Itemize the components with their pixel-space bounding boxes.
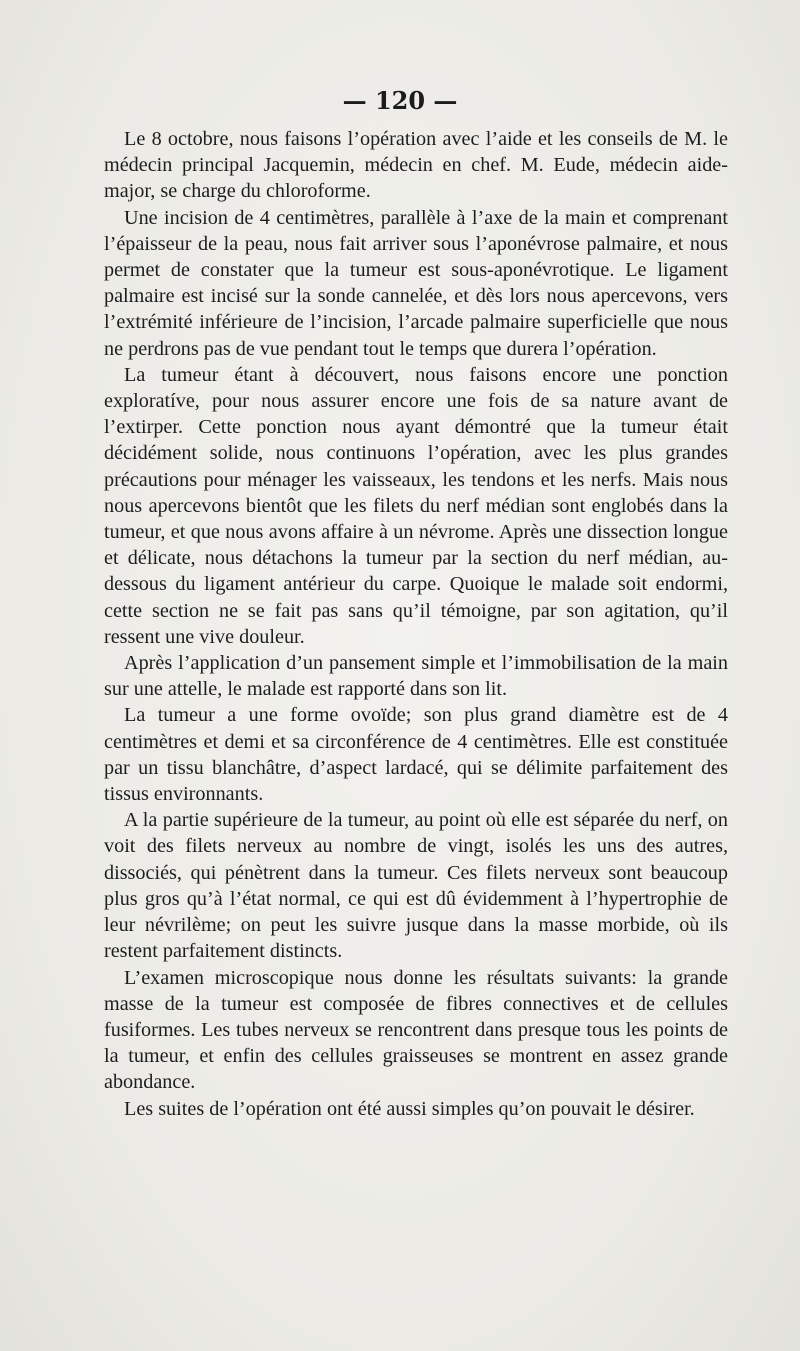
page-number: — 120 —	[342, 86, 458, 115]
paragraph: Après l’application d’un pansement simple et l’immobilisation de la main sur une attelle, le malade est rapporté dans son lit.	[104, 652, 728, 701]
paragraph: L’examen microscopique nous donne les résultats suivants: la grande masse de la tumeur est composée de fibres connectives et de cellules fusiformes. Les tubes nerveux se rencontrent dans presque tous les points de la tumeur, et enfin des cellules graisseuses se montrent en assez grande abondance.	[104, 966, 728, 1094]
paragraph: A la partie supérieure de la tumeur, au point où elle est séparée du nerf, on voit des filets nerveux au nombre de vingt, isolés les uns des autres, dissociés, qui pénètrent dans la tumeur. Ces filets nerveux sont beaucoup plus gros qu’à l’état normal, ce qui est dû évidemment à l’hypertrophie de leur névrilème; on peut les suivre jusque dans la masse morbide, où ils restent parfaitement distincts.	[104, 809, 728, 963]
paragraph: La tumeur a une forme ovoïde; son plus grand diamètre est de 4 centimètres et demi et sa circonférence de 4 centimètres. Elle est constituée par un tissu blanchâtre, d’aspect lardacé, qui se délimite parfaitement des tissus environnants.	[104, 704, 728, 806]
paragraph: Les suites de l’opération ont été aussi simples qu’on pouvait le désirer.	[124, 1097, 695, 1120]
paragraph: La tumeur étant à découvert, nous faisons encore une ponction exploratíve, pour nous assurer encore une fois de sa nature avant de l’extirper. Cette ponction nous ayant démontré que la tumeur était décidément solide, nous continuons l’opération, avec les plus grandes précautions pour ménager les vaisseaux, les tendons et les nerfs. Mais nous nous apercevons bientôt que les filets du nerf médian sont englobés dans la tumeur, et que nous avons affaire à un névrome. Après une dissection longue et délicate, nous détachons la tumeur par la section du nerf médian, au-dessous du ligament antérieur du carpe. Quoique le malade soit endormi, cette section ne se fait pas sans qu’il témoigne, par son agitation, qu’il ressent une vive douleur.	[104, 363, 728, 648]
paragraph: Une incision de 4 centimètres, parallèle à l’axe de la main et comprenant l’épaisseur de la peau, nous fait arriver sous l’aponévrose palmaire, et nous permet de constater que la tumeur est sous-aponévrotique. Le ligament palmaire est incisé sur la sonde cannelée, et dès lors nous apercevons, vers l’extrémité inférieure de l’incision, l’arcade palmaire superficielle que nous ne perdrons pas de vue pendant tout le temps que durera l’opération.	[104, 206, 728, 360]
paragraph: Le 8 octobre, nous faisons l’opération avec l’aide et les conseils de M. le médecin principal Jacquemin, médecin en chef. M. Eude, médecin aide-major, se charge du chloroforme.	[104, 128, 728, 203]
body-text	[104, 126, 728, 1122]
